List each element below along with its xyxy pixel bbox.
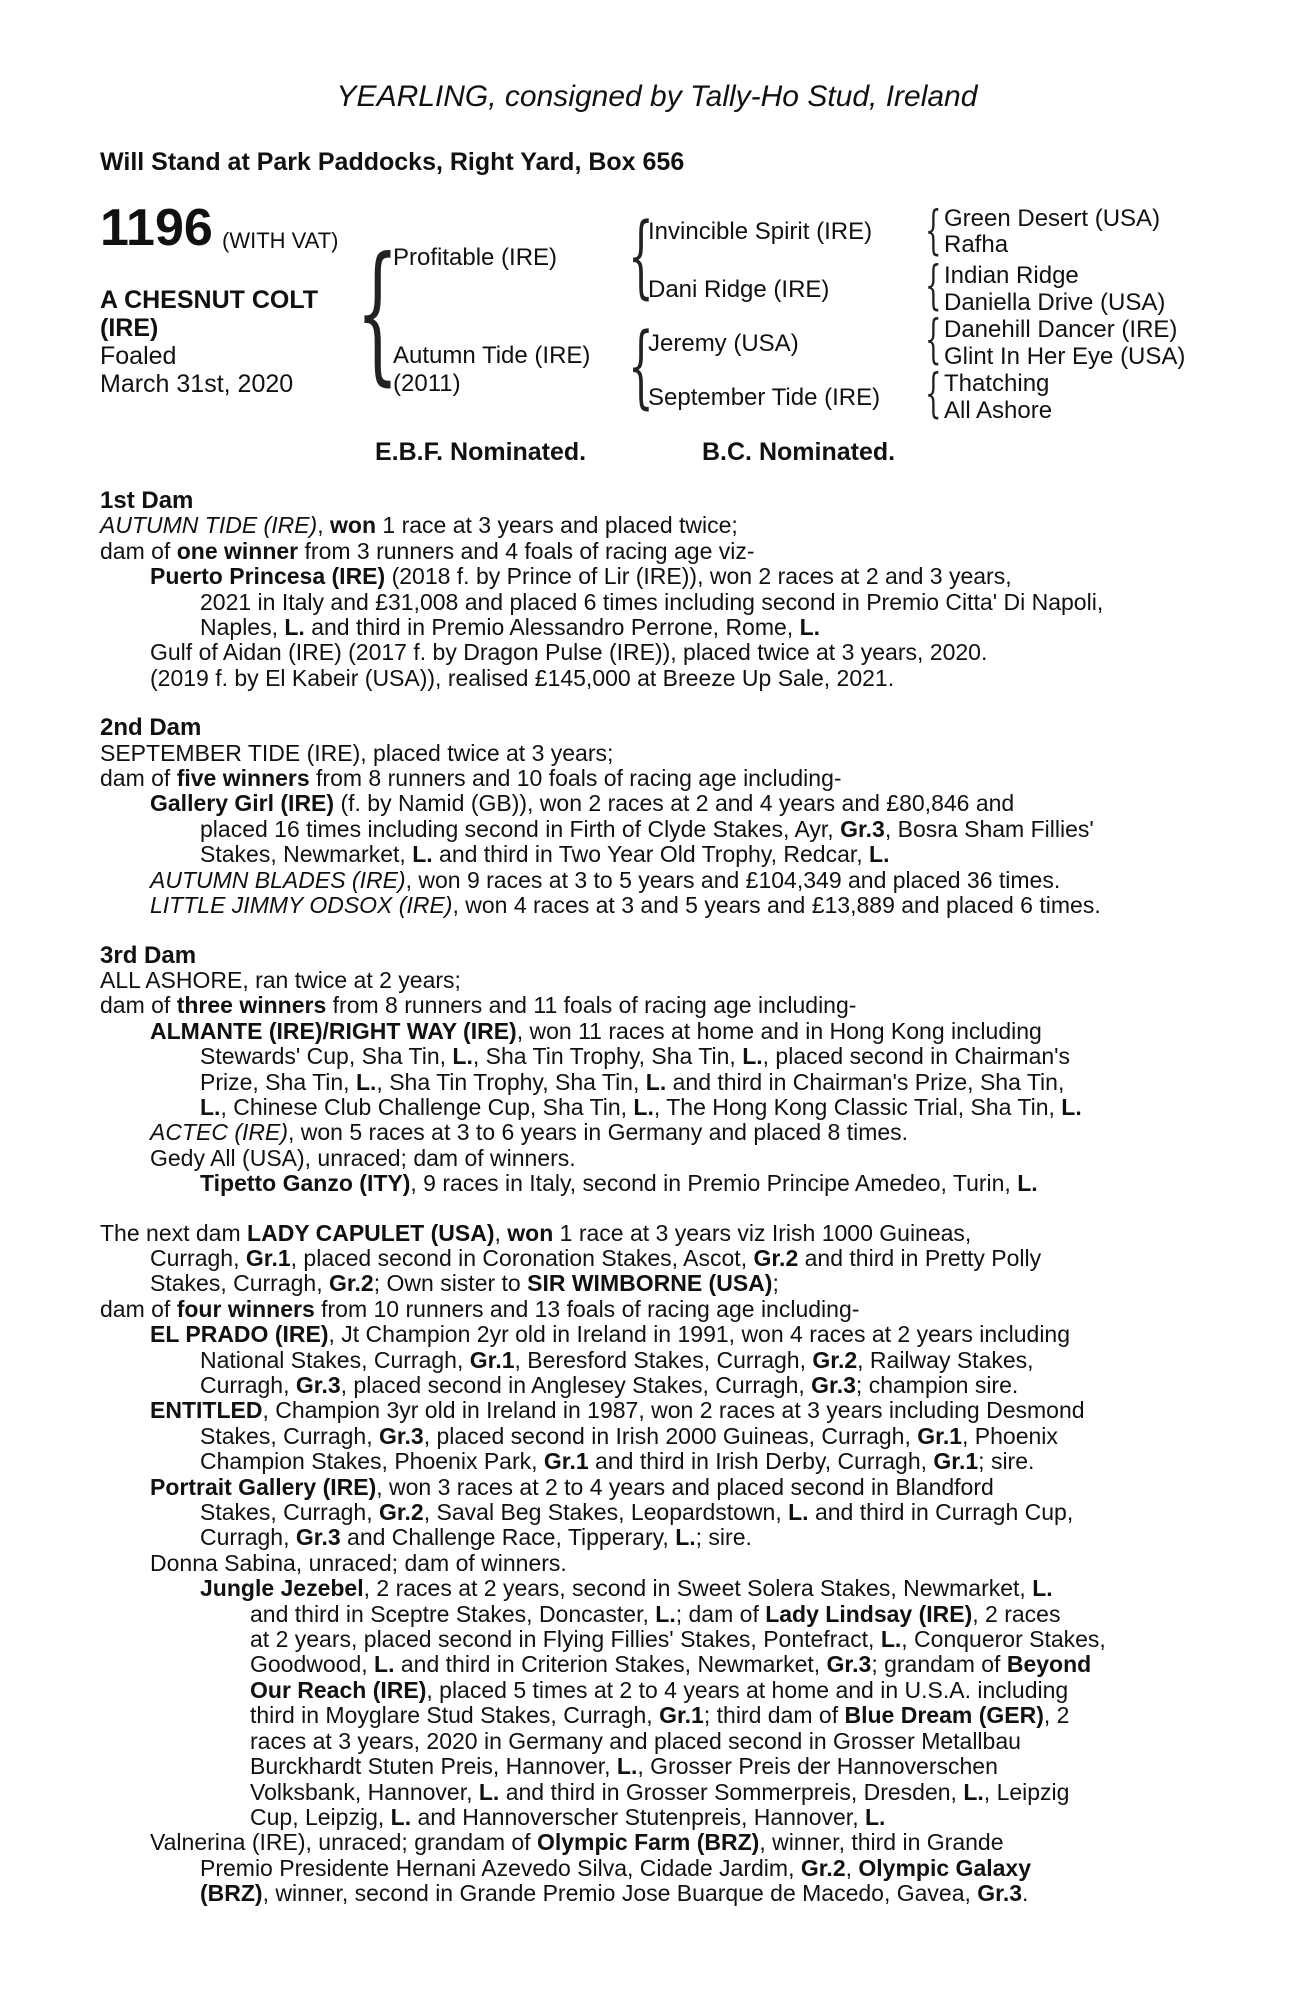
- pedigree-sire-dam: Dani Ridge (IRE): [648, 276, 830, 303]
- produce-entry: Portrait Gallery (IRE), won 3 races at 2 to 4 years and placed second in Blandford: [150, 1473, 994, 1500]
- produce-entry: Prize, Sha Tin, L., Sha Tin Trophy, Sha Tin, L. and third in Chairman's Prize, Sha Tin,: [200, 1068, 1065, 1095]
- produce-entry: third in Moyglare Stud Stakes, Curragh, Gr.1; third dam of Blue Dream (GER), 2: [250, 1702, 1070, 1729]
- produce-entry: Stakes, Newmarket, L. and third in Two Year Old Trophy, Redcar, L.: [200, 841, 890, 868]
- produce-entry: ACTEC (IRE), won 5 races at 3 to 6 years in Germany and placed 8 times.: [150, 1119, 909, 1146]
- produce-entry: races at 3 years, 2020 in Germany and placed second in Grosser Metallbau: [250, 1727, 1021, 1754]
- third-dam-heading: 3rd Dam: [100, 941, 197, 969]
- lot-number: 1196: [100, 199, 213, 257]
- produce-entry: Champion Stakes, Phoenix Park, Gr.1 and third in Irish Derby, Curragh, Gr.1; sire.: [200, 1448, 1035, 1475]
- pedigree-sire: Profitable (IRE): [393, 244, 558, 271]
- produce-entry: Cup, Leipzig, L. and Hannoverscher Stutenpreis, Hannover, L.: [250, 1803, 886, 1830]
- foaled-label: Foaled: [100, 342, 177, 370]
- pedigree-gg-3: Indian Ridge: [944, 262, 1079, 289]
- second-dam-heading: 2nd Dam: [100, 714, 202, 742]
- pedigree-gg-4: Daniella Drive (USA): [944, 289, 1166, 316]
- produce-entry: Jungle Jezebel, 2 races at 2 years, second in Sweet Solera Stakes, Newmarket, L.: [200, 1575, 1053, 1602]
- produce-entry: placed 16 times including second in Firth of Clyde Stakes, Ayr, Gr.3, Bosra Sham Fillies': [200, 815, 1094, 842]
- pedigree-brace-6: {: [925, 310, 942, 370]
- dam-record-line: dam of five winners from 8 runners and 10 foals of racing age including-: [100, 765, 842, 792]
- produce-entry: Gedy All (USA), unraced; dam of winners.: [150, 1144, 576, 1171]
- pedigree-dam-dam: September Tide (IRE): [648, 384, 881, 411]
- horse-country: (IRE): [100, 314, 159, 342]
- dam-record-line: dam of three winners from 8 runners and 11 foals of racing age including-: [100, 992, 857, 1019]
- produce-entry: Donna Sabina, unraced; dam of winners.: [150, 1549, 567, 1576]
- pedigree-gg-8: All Ashore: [944, 397, 1053, 424]
- vat-note: (WITH VAT): [222, 228, 339, 253]
- pedigree-dam-sire: Jeremy (USA): [648, 330, 799, 357]
- next-dam-line: Curragh, Gr.1, placed second in Coronation Stakes, Ascot, Gr.2 and third in Pretty Polly: [150, 1244, 1042, 1271]
- produce-entry: (BRZ), winner, second in Grande Premio Jose Buarque de Macedo, Gavea, Gr.3.: [200, 1880, 1029, 1907]
- produce-entry: Gallery Girl (IRE) (f. by Namid (GB)), won 2 races at 2 and 4 years and £80,846 and: [150, 790, 1015, 817]
- next-dam-line: Stakes, Curragh, Gr.2; Own sister to SIR WIMBORNE (USA);: [150, 1270, 779, 1297]
- produce-entry: Our Reach (IRE), placed 5 times at 2 to 4 years at home and in U.S.A. including: [250, 1676, 1069, 1703]
- pedigree-brace-4: {: [925, 201, 942, 261]
- dam-record-line: dam of one winner from 3 runners and 4 foals of racing age viz-: [100, 537, 755, 564]
- produce-entry: ENTITLED, Champion 3yr old in Ireland in 1987, won 2 races at 3 years including Desmond: [150, 1397, 1085, 1424]
- produce-entry: Premio Presidente Hernani Azevedo Silva, Cidade Jardim, Gr.2, Olympic Galaxy: [200, 1854, 1031, 1881]
- bc-nomination: B.C. Nominated.: [702, 438, 896, 466]
- foaling-date: March 31st, 2020: [100, 370, 294, 398]
- pedigree-brace-7: {: [925, 364, 942, 424]
- produce-entry: (2019 f. by El Kabeir (USA)), realised £145,000 at Breeze Up Sale, 2021.: [150, 664, 895, 691]
- produce-entry: Goodwood, L. and third in Criterion Stakes, Newmarket, Gr.3; grandam of Beyond: [250, 1651, 1092, 1678]
- produce-entry: ALMANTE (IRE)/RIGHT WAY (IRE), won 11 races at home and in Hong Kong including: [150, 1017, 1042, 1044]
- consignor-heading: YEARLING, consigned by Tally-Ho Stud, Ireland: [336, 80, 978, 113]
- produce-entry: Curragh, Gr.3, placed second in Anglesey Stakes, Curragh, Gr.3; champion sire.: [200, 1372, 1019, 1398]
- produce-entry: Valnerina (IRE), unraced; grandam of Olympic Farm (BRZ), winner, third in Grande: [150, 1829, 1004, 1856]
- dam-record-line: ALL ASHORE, ran twice at 2 years;: [100, 966, 461, 993]
- produce-entry: Volksbank, Hannover, L. and third in Grosser Sommerpreis, Dresden, L., Leipzig: [250, 1778, 1070, 1805]
- pedigree-gg-2: Rafha: [944, 231, 1009, 258]
- produce-entry: Stewards' Cup, Sha Tin, L., Sha Tin Trophy, Sha Tin, L., placed second in Chairman's: [200, 1043, 1071, 1070]
- pedigree-dam-year: (2011): [393, 370, 461, 397]
- ebf-nomination: E.B.F. Nominated.: [375, 438, 587, 466]
- stabling-location: Will Stand at Park Paddocks, Right Yard, Box 656: [100, 148, 685, 176]
- pedigree-gg-7: Thatching: [944, 370, 1050, 397]
- pedigree-brace-5: {: [925, 256, 942, 316]
- produce-record: [100, 488, 1205, 1907]
- pedigree-dam: Autumn Tide (IRE): [393, 342, 591, 369]
- produce-entry: EL PRADO (IRE), Jt Champion 2yr old in Ireland in 1991, won 4 races at 2 years including: [150, 1321, 1071, 1348]
- horse-description: [100, 286, 318, 398]
- pedigree-gg-6: Glint In Her Eye (USA): [944, 343, 1186, 370]
- horse-sex-colour: A CHESNUT COLT: [100, 286, 319, 314]
- next-dam-line: The next dam LADY CAPULET (USA), won 1 race at 3 years viz Irish 1000 Guineas,: [100, 1219, 972, 1246]
- produce-entry: L., Chinese Club Challenge Cup, Sha Tin, L., The Hong Kong Classic Trial, Sha Tin, L.: [200, 1093, 1082, 1120]
- produce-entry: Stakes, Curragh, Gr.2, Saval Beg Stakes, Leopardstown, L. and third in Curragh Cup,: [200, 1499, 1074, 1526]
- produce-entry: 2021 in Italy and £31,008 and placed 6 times including second in Premio Citta' Di Napoli,: [200, 588, 1104, 615]
- pedigree-gg-5: Danehill Dancer (IRE): [944, 316, 1178, 343]
- produce-entry: Gulf of Aidan (IRE) (2017 f. by Dragon Pulse (IRE)), placed twice at 3 years, 2020.: [150, 639, 988, 666]
- produce-entry: Puerto Princesa (IRE) (2018 f. by Prince of Lir (IRE)), won 2 races at 2 and 3 years,: [150, 563, 1012, 590]
- pedigree-sire-sire: Invincible Spirit (IRE): [648, 218, 873, 245]
- pedigree-gg-1: Green Desert (USA): [944, 205, 1161, 232]
- produce-entry: Stakes, Curragh, Gr.3, placed second in Irish 2000 Guineas, Curragh, Gr.1, Phoenix: [200, 1422, 1058, 1449]
- dam-record-line: dam of four winners from 10 runners and 13 foals of racing age including-: [100, 1295, 860, 1322]
- produce-entry: AUTUMN BLADES (IRE), won 9 races at 3 to 5 years and £104,349 and placed 36 times.: [150, 866, 1061, 893]
- produce-entry: LITTLE JIMMY ODSOX (IRE), won 4 races at 3 and 5 years and £13,889 and placed 6 times.: [150, 892, 1101, 919]
- produce-entry: at 2 years, placed second in Flying Fillies' Stakes, Pontefract, L., Conqueror Stakes,: [250, 1626, 1106, 1653]
- pedigree-brace-dam: {: [628, 314, 654, 419]
- first-dam-heading: 1st Dam: [100, 487, 194, 514]
- pedigree-brace-sire: {: [628, 204, 654, 309]
- produce-entry: Naples, L. and third in Premio Alessandro Perrone, Rome, L.: [200, 614, 821, 641]
- produce-entry: Curragh, Gr.3 and Challenge Race, Tipperary, L.; sire.: [200, 1524, 752, 1551]
- produce-entry: and third in Sceptre Stakes, Doncaster, L.; dam of Lady Lindsay (IRE), 2 races: [250, 1600, 1061, 1627]
- dam-record-line: SEPTEMBER TIDE (IRE), placed twice at 3 years;: [100, 739, 614, 766]
- produce-entry: Burckhardt Stuten Preis, Hannover, L., Grosser Preis der Hannoverschen: [250, 1753, 998, 1780]
- produce-entry: Tipetto Ganzo (ITY), 9 races in Italy, second in Premio Principe Amedeo, Turin, L.: [200, 1170, 1038, 1197]
- produce-entry: National Stakes, Curragh, Gr.1, Beresford Stakes, Curragh, Gr.2, Railway Stakes,: [200, 1346, 1034, 1373]
- pedigree-brace-main: {: [356, 226, 399, 400]
- dam-record-line: AUTUMN TIDE (IRE), won 1 race at 3 years and placed twice;: [100, 512, 738, 539]
